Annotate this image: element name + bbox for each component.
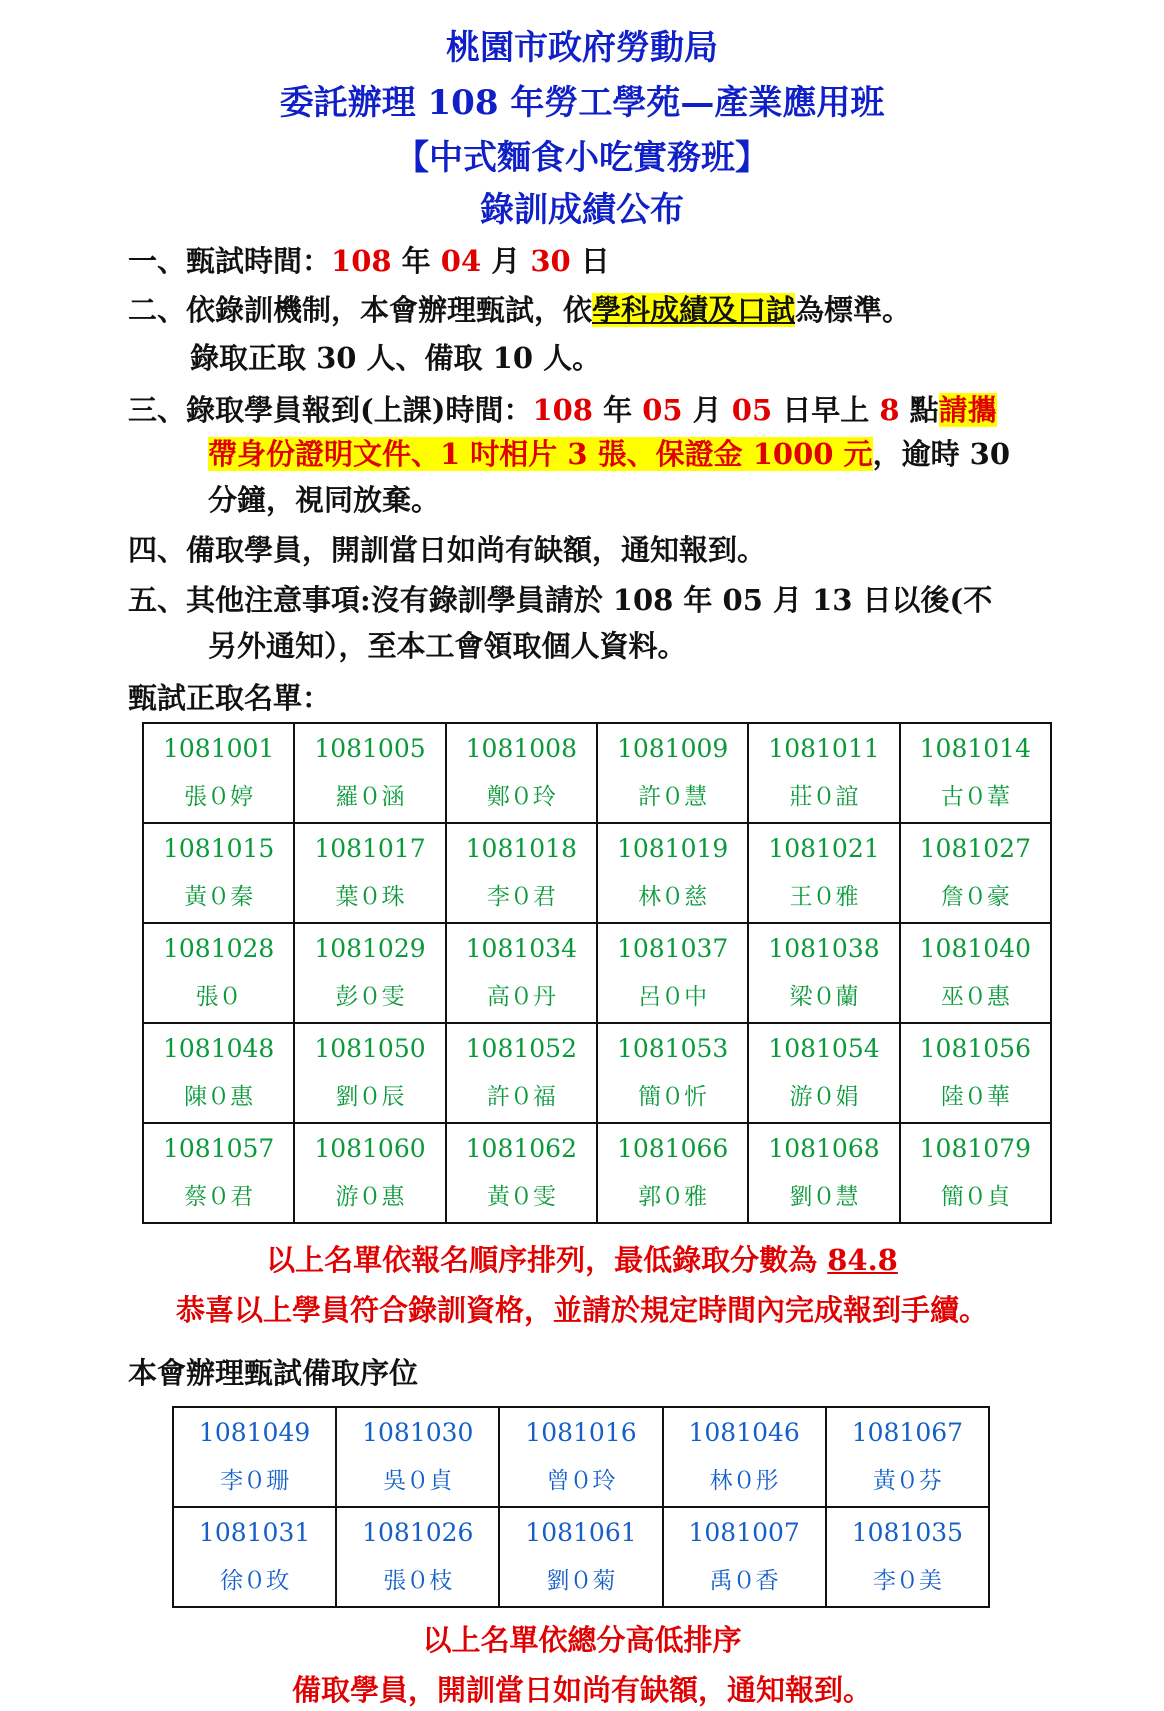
student-id: 1081079 bbox=[919, 1134, 1031, 1163]
student-cell bbox=[143, 923, 294, 1023]
student-id: 1081050 bbox=[314, 1034, 426, 1063]
admitted-note-1: 以上名單依報名順序排列，最低錄取分數為 84.8 bbox=[266, 1243, 898, 1277]
table-row bbox=[143, 823, 1051, 923]
student-id: 1081035 bbox=[851, 1518, 964, 1547]
item-2-quota: 錄取正取 30 人、備取 10 人。 bbox=[190, 341, 602, 375]
student-cell bbox=[900, 723, 1051, 823]
student-id: 1081056 bbox=[919, 1034, 1031, 1063]
student-cell bbox=[294, 923, 445, 1023]
student-name: 劉０慧 bbox=[789, 1184, 859, 1210]
item-4-waitlist: 四、備取學員，開訓當日如尚有缺額，通知報到。 bbox=[128, 533, 767, 567]
student-name: 劉０菊 bbox=[546, 1568, 616, 1594]
student-name: 鄭０玲 bbox=[486, 784, 556, 810]
student-name: 高０丹 bbox=[486, 984, 556, 1010]
item-1-exam-date: 一、甄試時間：108 年 04 月 30 日 bbox=[128, 244, 610, 278]
student-cell bbox=[336, 1507, 499, 1607]
student-cell bbox=[663, 1407, 826, 1507]
student-id: 1081027 bbox=[919, 834, 1031, 863]
student-cell bbox=[143, 1123, 294, 1223]
student-cell bbox=[900, 1123, 1051, 1223]
student-id: 1081001 bbox=[162, 734, 275, 763]
student-id: 1081048 bbox=[162, 1034, 275, 1063]
student-cell bbox=[294, 1023, 445, 1123]
student-id: 1081038 bbox=[768, 934, 880, 963]
student-cell bbox=[173, 1407, 336, 1507]
student-name: 禹０香 bbox=[709, 1568, 779, 1594]
student-cell bbox=[499, 1407, 662, 1507]
student-name: 許０慧 bbox=[638, 784, 708, 810]
student-cell bbox=[748, 723, 899, 823]
student-id: 1081068 bbox=[768, 1134, 880, 1163]
student-name: 林０彤 bbox=[709, 1468, 779, 1494]
student-id: 1081040 bbox=[919, 934, 1031, 963]
student-id: 1081007 bbox=[688, 1518, 800, 1547]
student-name: 游０娟 bbox=[789, 1084, 859, 1110]
student-id: 1081057 bbox=[162, 1134, 275, 1163]
admitted-list-label: 甄試正取名單： bbox=[128, 681, 332, 715]
admitted-table bbox=[142, 722, 1052, 1224]
student-id: 1081017 bbox=[314, 834, 426, 863]
student-name: 莊０誼 bbox=[789, 784, 859, 810]
student-name: 吳０貞 bbox=[383, 1468, 453, 1494]
student-cell bbox=[446, 923, 597, 1023]
student-cell bbox=[826, 1407, 989, 1507]
student-cell bbox=[597, 1123, 748, 1223]
student-cell bbox=[748, 1123, 899, 1223]
student-cell bbox=[597, 923, 748, 1023]
student-id: 1081031 bbox=[198, 1518, 311, 1547]
student-name: 羅０涵 bbox=[335, 784, 405, 810]
item-5-other-notes-cont: 另外通知），至本工會領取個人資料。 bbox=[208, 629, 687, 663]
student-cell bbox=[173, 1507, 336, 1607]
student-name: 彭０雯 bbox=[335, 984, 405, 1010]
student-cell bbox=[499, 1507, 662, 1607]
waitlist-note-1: 以上名單依總分高低排序 bbox=[422, 1623, 742, 1657]
student-cell bbox=[446, 723, 597, 823]
title-line-3: 【中式麵食小吃實務班】 bbox=[395, 138, 769, 178]
student-cell bbox=[446, 1123, 597, 1223]
student-name: 陳０惠 bbox=[184, 1084, 254, 1110]
student-cell bbox=[143, 723, 294, 823]
student-id: 1081061 bbox=[525, 1518, 637, 1547]
student-id: 1081028 bbox=[162, 934, 275, 963]
title-line-2: 委託辦理 108 年勞工學苑—產業應用班 bbox=[279, 83, 885, 123]
student-id: 1081034 bbox=[465, 934, 577, 963]
student-name: 郭０雅 bbox=[638, 1184, 708, 1210]
waitlist-label: 本會辦理甄試備取序位 bbox=[128, 1356, 419, 1390]
student-id: 1081037 bbox=[616, 934, 729, 963]
student-id: 1081052 bbox=[465, 1034, 577, 1063]
student-name: 林０慈 bbox=[638, 884, 708, 910]
student-id: 1081026 bbox=[362, 1518, 474, 1547]
item-3-late-rule: 分鐘，視同放棄。 bbox=[208, 483, 441, 517]
student-id: 1081021 bbox=[768, 834, 880, 863]
student-id: 1081046 bbox=[688, 1418, 800, 1447]
title-line-4: 錄訓成績公布 bbox=[480, 190, 684, 230]
student-id: 1081062 bbox=[465, 1134, 577, 1163]
student-id: 1081049 bbox=[198, 1418, 311, 1447]
student-name: 李０君 bbox=[486, 884, 556, 910]
student-name: 李０美 bbox=[872, 1568, 942, 1594]
student-id: 1081009 bbox=[616, 734, 729, 763]
student-cell bbox=[900, 1023, 1051, 1123]
student-name: 葉０珠 bbox=[335, 884, 405, 910]
student-id: 1081030 bbox=[362, 1418, 474, 1447]
student-cell bbox=[900, 923, 1051, 1023]
student-id: 1081005 bbox=[314, 734, 426, 763]
student-cell bbox=[597, 723, 748, 823]
student-id: 1081018 bbox=[465, 834, 577, 863]
student-cell bbox=[663, 1507, 826, 1607]
student-name: 王０雅 bbox=[789, 884, 859, 910]
student-name: 巫０惠 bbox=[940, 984, 1010, 1010]
student-name: 張０婷 bbox=[184, 784, 254, 810]
student-cell bbox=[597, 1023, 748, 1123]
item-2-criteria: 二、依錄訓機制，本會辦理甄試，依學科成績及口試為標準。 bbox=[128, 293, 912, 327]
student-id: 1081008 bbox=[465, 734, 577, 763]
student-name: 黃０芬 bbox=[872, 1468, 942, 1494]
student-cell bbox=[446, 1023, 597, 1123]
student-id: 1081011 bbox=[768, 734, 880, 763]
student-name: 簡０貞 bbox=[940, 1184, 1010, 1210]
student-name: 梁０蘭 bbox=[789, 984, 859, 1010]
student-id: 1081029 bbox=[314, 934, 426, 963]
table-row bbox=[173, 1407, 989, 1507]
student-name: 簡０忻 bbox=[638, 1084, 708, 1110]
item-3-report-time: 三、錄取學員報到(上課)時間：108 年 05 月 05 日早上 8 點請攜 bbox=[128, 393, 997, 427]
student-cell bbox=[446, 823, 597, 923]
student-cell bbox=[143, 823, 294, 923]
title-line-1: 桃園市政府勞動局 bbox=[446, 28, 718, 68]
waitlist-table bbox=[172, 1406, 990, 1608]
student-name: 詹０豪 bbox=[940, 884, 1010, 910]
student-id: 1081054 bbox=[768, 1034, 880, 1063]
student-cell bbox=[748, 1023, 899, 1123]
student-cell bbox=[294, 1123, 445, 1223]
student-name: 張０ bbox=[195, 984, 242, 1010]
student-name: 古０葦 bbox=[940, 784, 1010, 810]
student-name: 黃０秦 bbox=[184, 884, 254, 910]
student-id: 1081060 bbox=[314, 1134, 426, 1163]
student-id: 1081066 bbox=[616, 1134, 729, 1163]
student-id: 1081016 bbox=[525, 1418, 637, 1447]
student-cell bbox=[748, 923, 899, 1023]
admitted-note-2: 恭喜以上學員符合錄訓資格，並請於規定時間內完成報到手續。 bbox=[175, 1293, 988, 1327]
student-cell bbox=[900, 823, 1051, 923]
student-name: 徐０玫 bbox=[220, 1568, 290, 1594]
student-name: 陸０華 bbox=[940, 1084, 1010, 1110]
waitlist-note-2: 備取學員，開訓當日如尚有缺額，通知報到。 bbox=[291, 1673, 872, 1707]
student-name: 呂０中 bbox=[638, 984, 708, 1010]
student-name: 游０惠 bbox=[335, 1184, 405, 1210]
student-id: 1081014 bbox=[919, 734, 1031, 763]
student-name: 許０福 bbox=[486, 1084, 556, 1110]
student-name: 劉０辰 bbox=[335, 1084, 405, 1110]
student-cell bbox=[826, 1507, 989, 1607]
student-name: 李０珊 bbox=[220, 1468, 290, 1494]
student-id: 1081019 bbox=[616, 834, 729, 863]
item-3-requirements: 帶身份證明文件、1 吋相片 3 張、保證金 1000 元，逾時 30 bbox=[208, 437, 1011, 471]
student-id: 1081015 bbox=[162, 834, 275, 863]
table-row bbox=[143, 723, 1051, 823]
student-name: 曾０玲 bbox=[546, 1468, 616, 1494]
student-cell bbox=[748, 823, 899, 923]
item-5-other-notes: 五、其他注意事項:沒有錄訓學員請於 108 年 05 月 13 日以後(不 bbox=[128, 583, 993, 617]
student-cell bbox=[294, 723, 445, 823]
table-row bbox=[173, 1507, 989, 1607]
student-name: 黃０雯 bbox=[486, 1184, 556, 1210]
student-cell bbox=[597, 823, 748, 923]
student-name: 蔡０君 bbox=[184, 1184, 254, 1210]
table-row bbox=[143, 1023, 1051, 1123]
student-id: 1081067 bbox=[851, 1418, 964, 1447]
student-cell bbox=[143, 1023, 294, 1123]
student-id: 1081053 bbox=[616, 1034, 729, 1063]
table-row bbox=[143, 1123, 1051, 1223]
student-cell bbox=[294, 823, 445, 923]
student-name: 張０枝 bbox=[383, 1568, 453, 1594]
table-row bbox=[143, 923, 1051, 1023]
student-cell bbox=[336, 1407, 499, 1507]
